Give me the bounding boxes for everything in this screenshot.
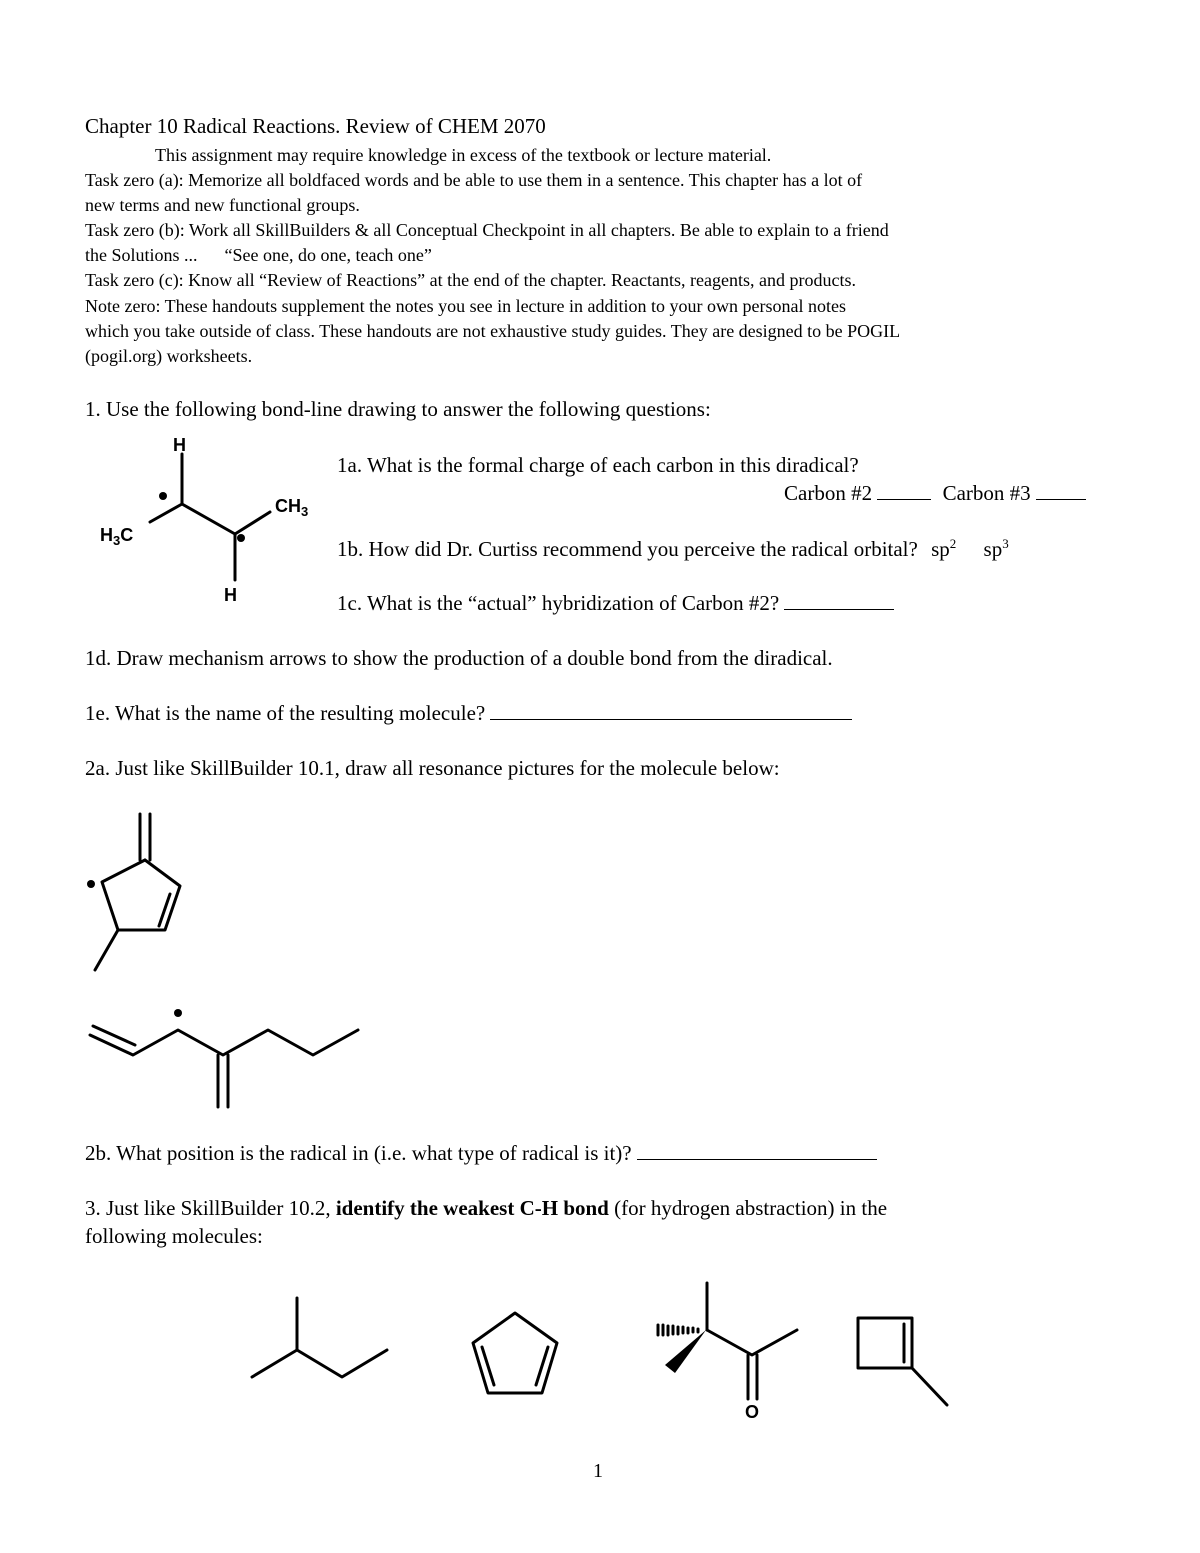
bond-ch3-right [235, 512, 270, 534]
radical-dot-c2 [159, 492, 167, 500]
q1c-text: 1c. What is the “actual” hybridization of Carbon #2? [337, 591, 780, 615]
bond-c2-c3 [182, 504, 235, 534]
terminal-double-bond [93, 1026, 135, 1045]
page-number: 1 [593, 1460, 603, 1482]
radical-dot-c3 [237, 534, 245, 542]
q1e-answer-blank[interactable] [490, 701, 852, 720]
diradical-molecule [90, 430, 330, 610]
q1c-row [337, 591, 894, 616]
intro-line-6: Note zero: These handouts supplement the notes you see in lecture in addition to your own personal notes [85, 296, 846, 316]
carbon-blanks [784, 481, 1086, 506]
isobutane-molecule [245, 1290, 395, 1385]
q2b-row [85, 1141, 877, 1166]
option-sp2[interactable]: $sp^2$ [931, 536, 957, 561]
q1a-text: 1a. What is the formal charge of each carbon in this diradical? [337, 453, 859, 477]
label-h-top: H [173, 435, 186, 455]
q1b-text: 1b. How did Dr. Curtiss recommend you perceive the radical orbital? [337, 537, 918, 561]
intro-line-8: (pogil.org) worksheets. [85, 346, 253, 366]
label-h-bottom: H [224, 585, 237, 605]
oxygen-label: O [745, 1402, 760, 1422]
option-sp3[interactable]: $sp^3$ [983, 536, 1009, 561]
intro-line-2: new terms and new functional groups. [85, 195, 360, 215]
intro-line-7: which you take outside of class. These handouts are not exhaustive study guides. They are designed to be POGIL [85, 321, 901, 341]
cyclopentene-radical-molecule [80, 810, 210, 980]
intro-line-1: Task zero (a): Memorize all boldfaced words and be able to use them in a sentence. This chapter has a lot of [85, 170, 863, 190]
q1b-row [337, 536, 1009, 562]
q3-prompt-line2: following molecules: [85, 1224, 263, 1248]
carbon2-answer-blank[interactable] [877, 481, 931, 500]
q1c-answer-blank[interactable] [784, 591, 894, 610]
q3-prompt: 3. Just like SkillBuilder 10.2, identify the weakest C-H bond (for hydrogen abstraction) in the [85, 1196, 888, 1220]
intro-line-0: This assignment may require knowledge in excess of the textbook or lecture material. [155, 145, 772, 165]
q1d-text: 1d. Draw mechanism arrows to show the production of a double bond from the diradical. [85, 646, 833, 670]
methylcyclobutene-molecule [850, 1310, 955, 1415]
cyclopentadiene-molecule [465, 1305, 565, 1400]
label-h3c: $H_3C$ [100, 525, 134, 548]
carbon3-label: Carbon #3 [942, 481, 1031, 505]
hash-bond [658, 1325, 698, 1335]
page-title: Chapter 10 Radical Reactions. Review of CHEM 2070 [85, 114, 546, 138]
intro-line-3: Task zero (b): Work all SkillBuilders & all Conceptual Checkpoint in all chapters. Be able to explain to a friend [85, 220, 889, 240]
label-ch3: $CH_3$ [275, 496, 309, 519]
carbon2-label: Carbon #2 [784, 481, 873, 505]
wedge-bond [665, 1330, 706, 1373]
intro-line-5: Task zero (c): Know all “Review of Reactions” at the end of the chapter. Reactants, reagents, and products. [85, 270, 856, 290]
q1e-text: 1e. What is the name of the resulting molecule? [85, 701, 486, 725]
allylic-radical-molecule [85, 1000, 375, 1115]
bond-ch3-left [150, 504, 182, 522]
q2a-text: 2a. Just like SkillBuilder 10.1, draw all resonance pictures for the molecule below: [85, 756, 780, 780]
intro-line-4: the Solutions ... “See one, do one, teach one” [85, 245, 432, 265]
q1-prompt: 1. Use the following bond-line drawing to answer the following questions: [85, 397, 711, 421]
carbon3-answer-blank[interactable] [1036, 481, 1086, 500]
radical-dot [174, 1009, 182, 1017]
q2b-text: 2b. What position is the radical in (i.e. what type of radical is it)? [85, 1141, 632, 1165]
chiral-ketone-molecule [650, 1275, 810, 1420]
q1e-row [85, 701, 852, 726]
q2b-answer-blank[interactable] [637, 1141, 877, 1160]
radical-dot [87, 880, 95, 888]
